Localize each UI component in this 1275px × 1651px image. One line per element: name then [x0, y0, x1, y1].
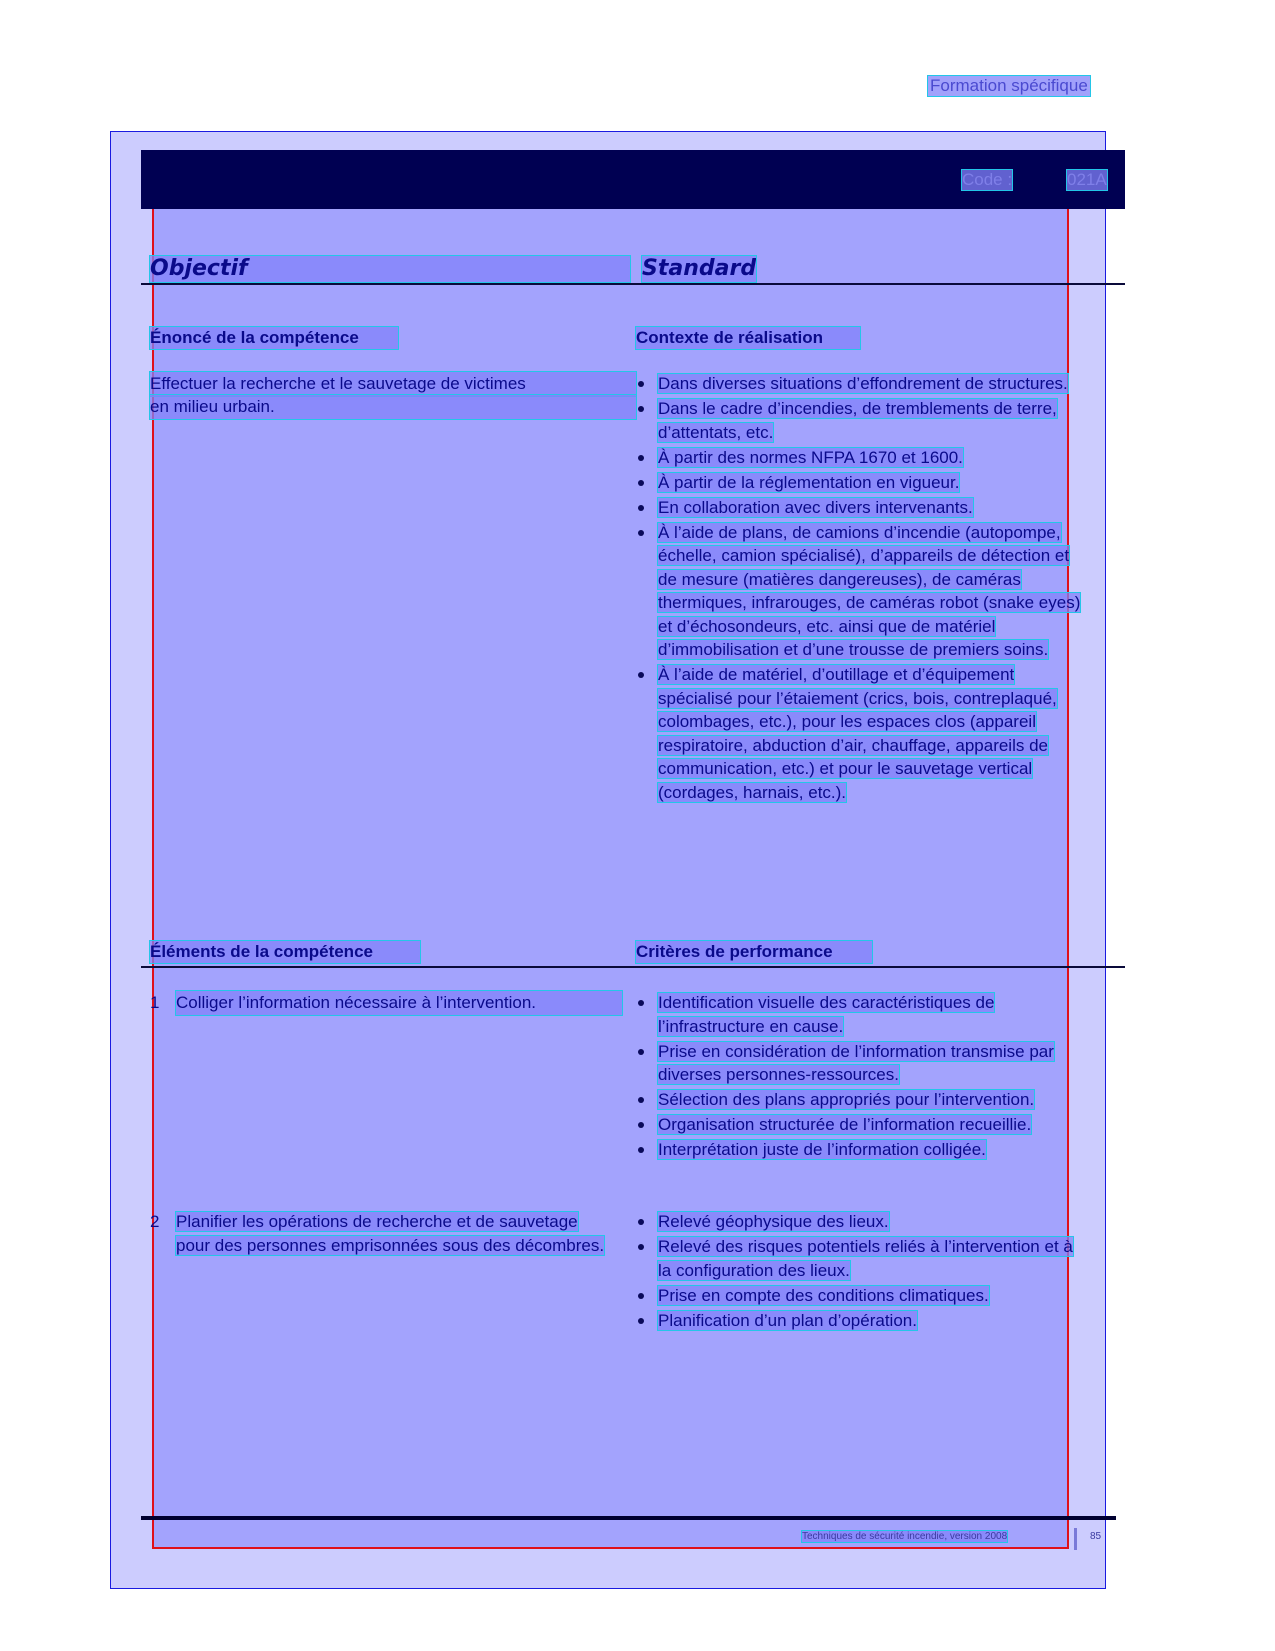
element-text: Colliger l’information nécessaire à l’intervention. [176, 991, 622, 1015]
page-number: 85 [1090, 1531, 1102, 1542]
criterion-item: Identification visuelle des caractéristiques de l’infrastructure en cause. [636, 991, 1096, 1038]
header-rule [141, 283, 1125, 285]
section-label: Formation spécifique [930, 76, 1088, 95]
standard-heading: Standard [642, 256, 757, 281]
criterion-item: Interprétation juste de l’information colligée. [636, 1138, 1096, 1162]
criteria-list-1 [636, 991, 1096, 1163]
criteres-heading: Critères de performance [636, 941, 872, 963]
element-text: Planifier les opérations de recherche et de sauvetage pour des personnes emprisonnées sous des décombres. [176, 1212, 605, 1255]
objectif-heading: Objectif [150, 256, 630, 282]
criterion-item: Prise en compte des conditions climatiques. [636, 1284, 1084, 1308]
criterion-item: Planification d’un plan d’opération. [636, 1309, 1084, 1333]
context-item: Dans diverses situations d’effondrement de structures. [636, 372, 1084, 396]
criterion-item: Relevé des risques potentiels reliés à l’intervention et à la configuration des lieux. [636, 1235, 1084, 1282]
enonce-heading: Énoncé de la compétence [150, 327, 398, 349]
context-item: À l’aide de plans, de camions d’incendie (autopompe, échelle, camion spécialisé), d’appareils de détection et de mesure (matières dangereuses), de caméras thermiques, infrarouges, de caméras robot (snake eyes) et d’échosondeurs, etc. ainsi que de matériel d’immobilisation et d’une trousse de premiers soins. [636, 521, 1084, 662]
contexte-heading: Contexte de réalisation [636, 327, 860, 349]
footer-separator [1074, 1528, 1077, 1550]
footer-doc-title: Techniques de sécurité incendie, version 2008 [802, 1531, 1008, 1542]
competence-statement-line2: en milieu urbain. [150, 395, 636, 419]
code-value: 021A [1067, 170, 1107, 189]
criteria-list-2 [636, 1210, 1084, 1334]
criterion-item: Organisation structurée de l’information recueillie. [636, 1113, 1096, 1137]
criterion-item: Relevé géophysique des lieux. [636, 1210, 1084, 1234]
criterion-item: Prise en considération de l’information transmise par diverses personnes-ressources. [636, 1040, 1096, 1087]
element-number: 2 [150, 1212, 160, 1231]
context-list [636, 372, 1084, 806]
criterion-item: Sélection des plans appropriés pour l’intervention. [636, 1088, 1096, 1112]
context-item: À l’aide de matériel, d’outillage et d’équipement spécialisé pour l’étaiement (crics, bois, contreplaqué, colombages, etc.), pour les espaces clos (appareil respiratoire, abduction d’air, chauffage, appareils de communication, etc.) et pour le sauvetage vertical (cordages, harnais, etc.). [636, 663, 1084, 804]
elements-heading: Éléments de la compétence [150, 941, 420, 963]
context-item: En collaboration avec divers intervenants. [636, 496, 1084, 520]
element-number: 1 [150, 993, 160, 1012]
context-item: Dans le cadre d’incendies, de tremblements de terre, d’attentats, etc. [636, 397, 1084, 444]
elements-rule [141, 966, 1125, 968]
competence-statement-line1: Effectuer la recherche et le sauvetage de victimes [150, 372, 636, 396]
context-item: À partir des normes NFPA 1670 et 1600. [636, 446, 1084, 470]
footer-rule [141, 1516, 1116, 1520]
code-label: Code : [962, 170, 1013, 189]
context-item: À partir de la réglementation en vigueur. [636, 471, 1084, 495]
